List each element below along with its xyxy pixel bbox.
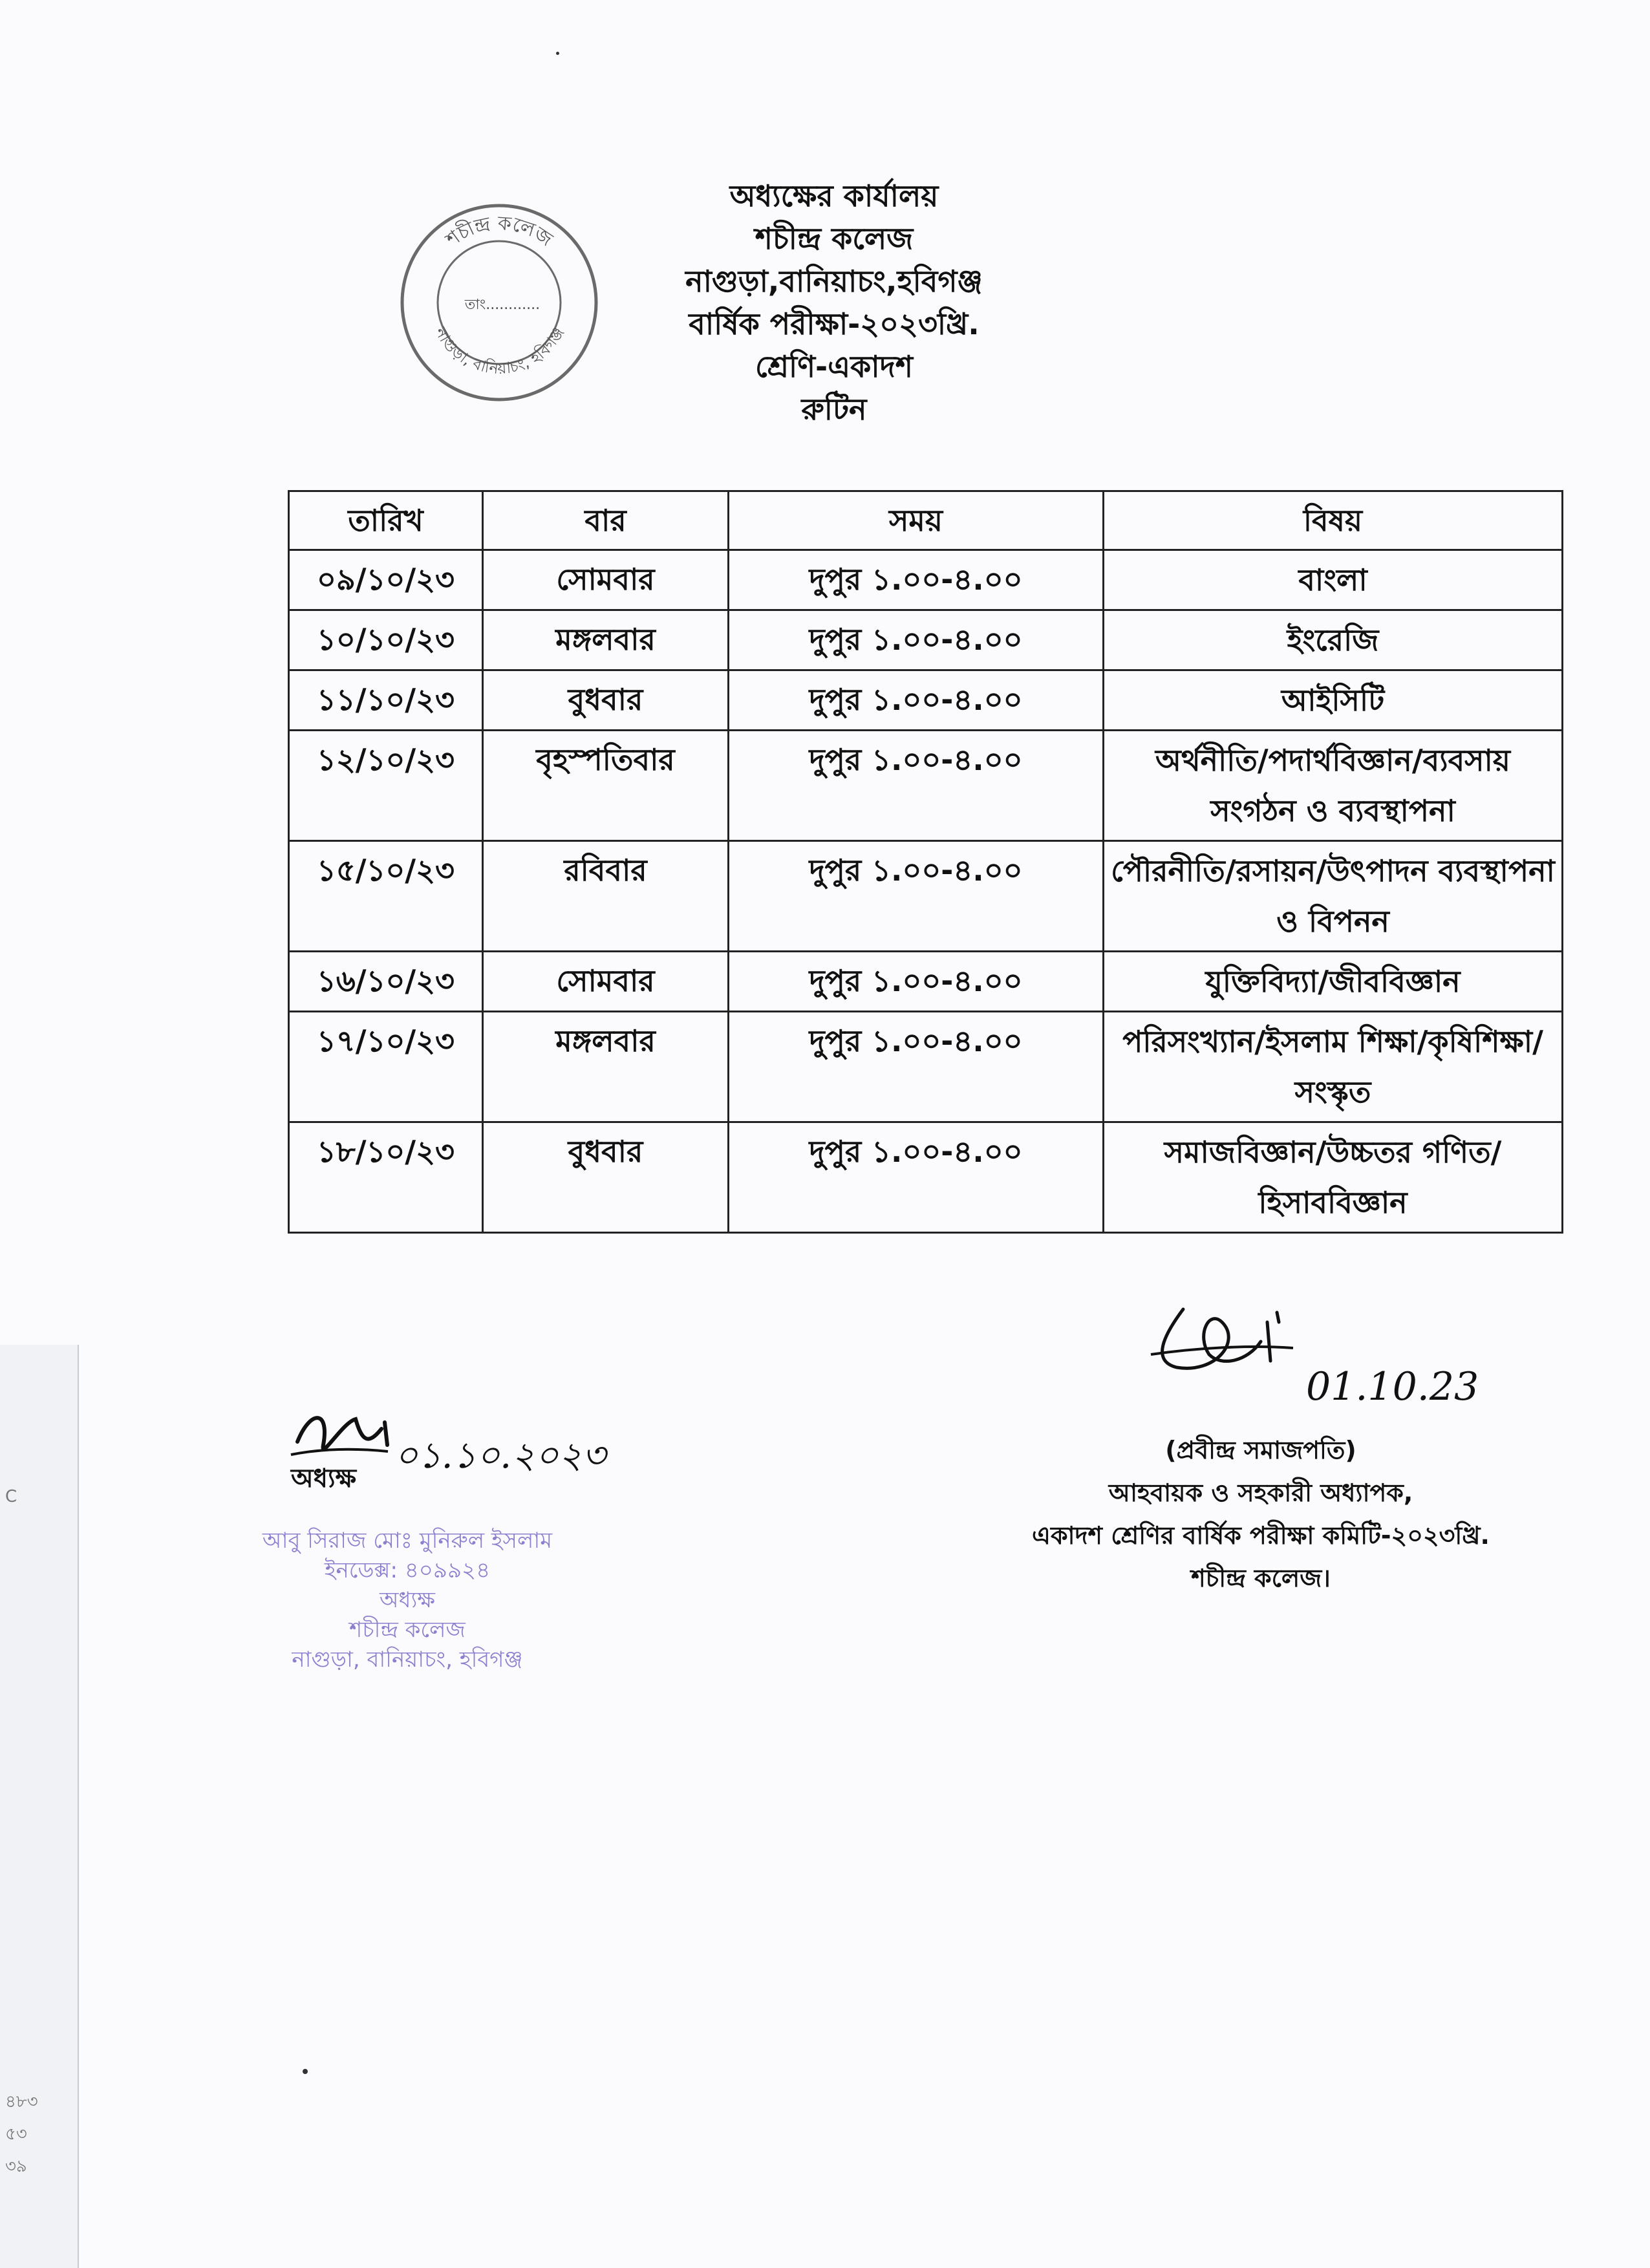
college-address: নাগুড়া,বানিয়াচং,হবিগঞ্জ [685, 264, 983, 299]
cell-day: মঙ্গলবার [483, 1012, 729, 1122]
cell-date: ১৮/১০/২৩ [289, 1122, 483, 1233]
class-title: শ্রেণি-একাদশ [755, 349, 914, 384]
college-name: শচীন্দ্র কলেজ [755, 221, 914, 256]
header-date: তারিখ [289, 491, 483, 550]
cell-date: ১১/১০/২৩ [289, 670, 483, 731]
cell-day: মঙ্গলবার [483, 610, 729, 670]
college-round-seal [391, 194, 608, 411]
stamp-index: ইনডেক্স: ৪০৯৯২৪ [324, 1557, 491, 1583]
underlying-sheet-fragment: ৩৯ [5, 2157, 27, 2176]
document-heading [582, 175, 1086, 431]
cell-subject: বাংলা [1104, 550, 1563, 610]
cell-time: দুপুর ১.০০-৪.০০ [729, 731, 1104, 841]
stamp-name: আবু সিরাজ মোঃ মুনিরুল ইসলাম [262, 1528, 553, 1554]
principal-signature-date: ০১.১০.২০২৩ [394, 1435, 606, 1477]
seal-top-text: শচীন্দ্র কলেজ [442, 212, 557, 251]
cell-time: দুপুর ১.০০-৪.০০ [729, 952, 1104, 1012]
office-title: অধ্যক্ষের কার্যালয় [729, 178, 939, 213]
cell-subject: সমাজবিজ্ঞান/উচ্চতর গণিত/হিসাববিজ্ঞান [1104, 1122, 1563, 1233]
table-header-row [289, 491, 1563, 550]
cell-date: ০৯/১০/২৩ [289, 550, 483, 610]
header-time: সময় [729, 491, 1104, 550]
table-row [289, 731, 1563, 841]
principal-title: অধ্যক্ষ [291, 1464, 357, 1493]
cell-day: সোমবার [483, 550, 729, 610]
underlying-sheet-fragment: C [5, 1487, 17, 1506]
table-row [289, 952, 1563, 1012]
convener-college: শচীন্দ্র কলেজ। [1191, 1564, 1331, 1592]
header-subject: বিষয় [1104, 491, 1563, 550]
cell-day: বুধবার [483, 1122, 729, 1233]
cell-subject: আইসিটি [1104, 670, 1563, 731]
cell-subject: পৌরনীতি/রসায়ন/উৎপাদন ব্যবস্থাপনা ও বিপনন [1104, 841, 1563, 952]
table-row [289, 550, 1563, 610]
routine-title: রুটিন [801, 392, 867, 427]
cell-day: সোমবার [483, 952, 729, 1012]
scan-speck [303, 2069, 308, 2074]
exam-routine-table [288, 490, 1563, 1234]
underlying-sheet-fragment: ৪৮৩ [5, 2092, 38, 2112]
cell-date: ১৫/১০/২৩ [289, 841, 483, 952]
convener-details [938, 1429, 1584, 1599]
cell-time: দুপুর ১.০০-৪.০০ [729, 670, 1104, 731]
cell-time: দুপুর ১.০০-৪.০০ [729, 550, 1104, 610]
cell-date: ১২/১০/২৩ [289, 731, 483, 841]
stamp-role: অধ্যক্ষ [380, 1587, 435, 1613]
scan-speck [556, 52, 559, 55]
table-row [289, 610, 1563, 670]
cell-day: রবিবার [483, 841, 729, 952]
table-row [289, 1122, 1563, 1233]
cell-time: দুপুর ১.০০-৪.০০ [729, 1122, 1104, 1233]
cell-subject: যুক্তিবিদ্যা/জীববিজ্ঞান [1104, 952, 1563, 1012]
stamp-college: শচীন্দ্র কলেজ [349, 1617, 466, 1643]
cell-date: ১৭/১০/২৩ [289, 1012, 483, 1122]
exam-committee: একাদশ শ্রেণির বার্ষিক পরীক্ষা কমিটি-২০২৩খ্রি. [1032, 1521, 1490, 1550]
table-row [289, 670, 1563, 731]
underlying-sheet-edge [0, 1345, 79, 2268]
cell-date: ১৬/১০/২৩ [289, 952, 483, 1012]
stamp-address: নাগুড়া, বানিয়াচং, হবিগঞ্জ [292, 1647, 523, 1673]
cell-subject: ইংরেজি [1104, 610, 1563, 670]
convener-designation: আহবায়ক ও সহকারী অধ্যাপক, [1108, 1479, 1413, 1507]
underlying-sheet-fragment: ৫৩ [5, 2124, 27, 2144]
header-day: বার [483, 491, 729, 550]
cell-time: দুপুর ১.০০-৪.০০ [729, 1012, 1104, 1122]
cell-date: ১০/১০/২৩ [289, 610, 483, 670]
seal-bottom-text: নাগুড়া, বানিয়াচং, হবিগঞ্জ [431, 324, 568, 378]
convener-signature-date: 01.10.23 [1306, 1364, 1479, 1409]
cell-day: বৃহস্পতিবার [483, 731, 729, 841]
table-row [289, 841, 1563, 952]
cell-time: দুপুর ১.০০-৪.০০ [729, 841, 1104, 952]
cell-day: বুধবার [483, 670, 729, 731]
cell-subject: অর্থনীতি/পদার্থবিজ্ঞান/ব্যবসায় সংগঠন ও ব্যবস্থাপনা [1104, 731, 1563, 841]
cell-time: দুপুর ১.০০-৪.০০ [729, 610, 1104, 670]
exam-title: বার্ষিক পরীক্ষা-২০২৩খ্রি. [689, 306, 980, 341]
cell-subject: পরিসংখ্যান/ইসলাম শিক্ষা/কৃষিশিক্ষা/সংস্কৃত [1104, 1012, 1563, 1122]
seal-date-label: তাং............ [464, 297, 541, 313]
convener-signature [1138, 1283, 1500, 1419]
convener-name: (প্রবীন্দ্র সমাজপতি) [1165, 1436, 1356, 1464]
principal-stamp [252, 1526, 562, 1674]
table-row [289, 1012, 1563, 1122]
